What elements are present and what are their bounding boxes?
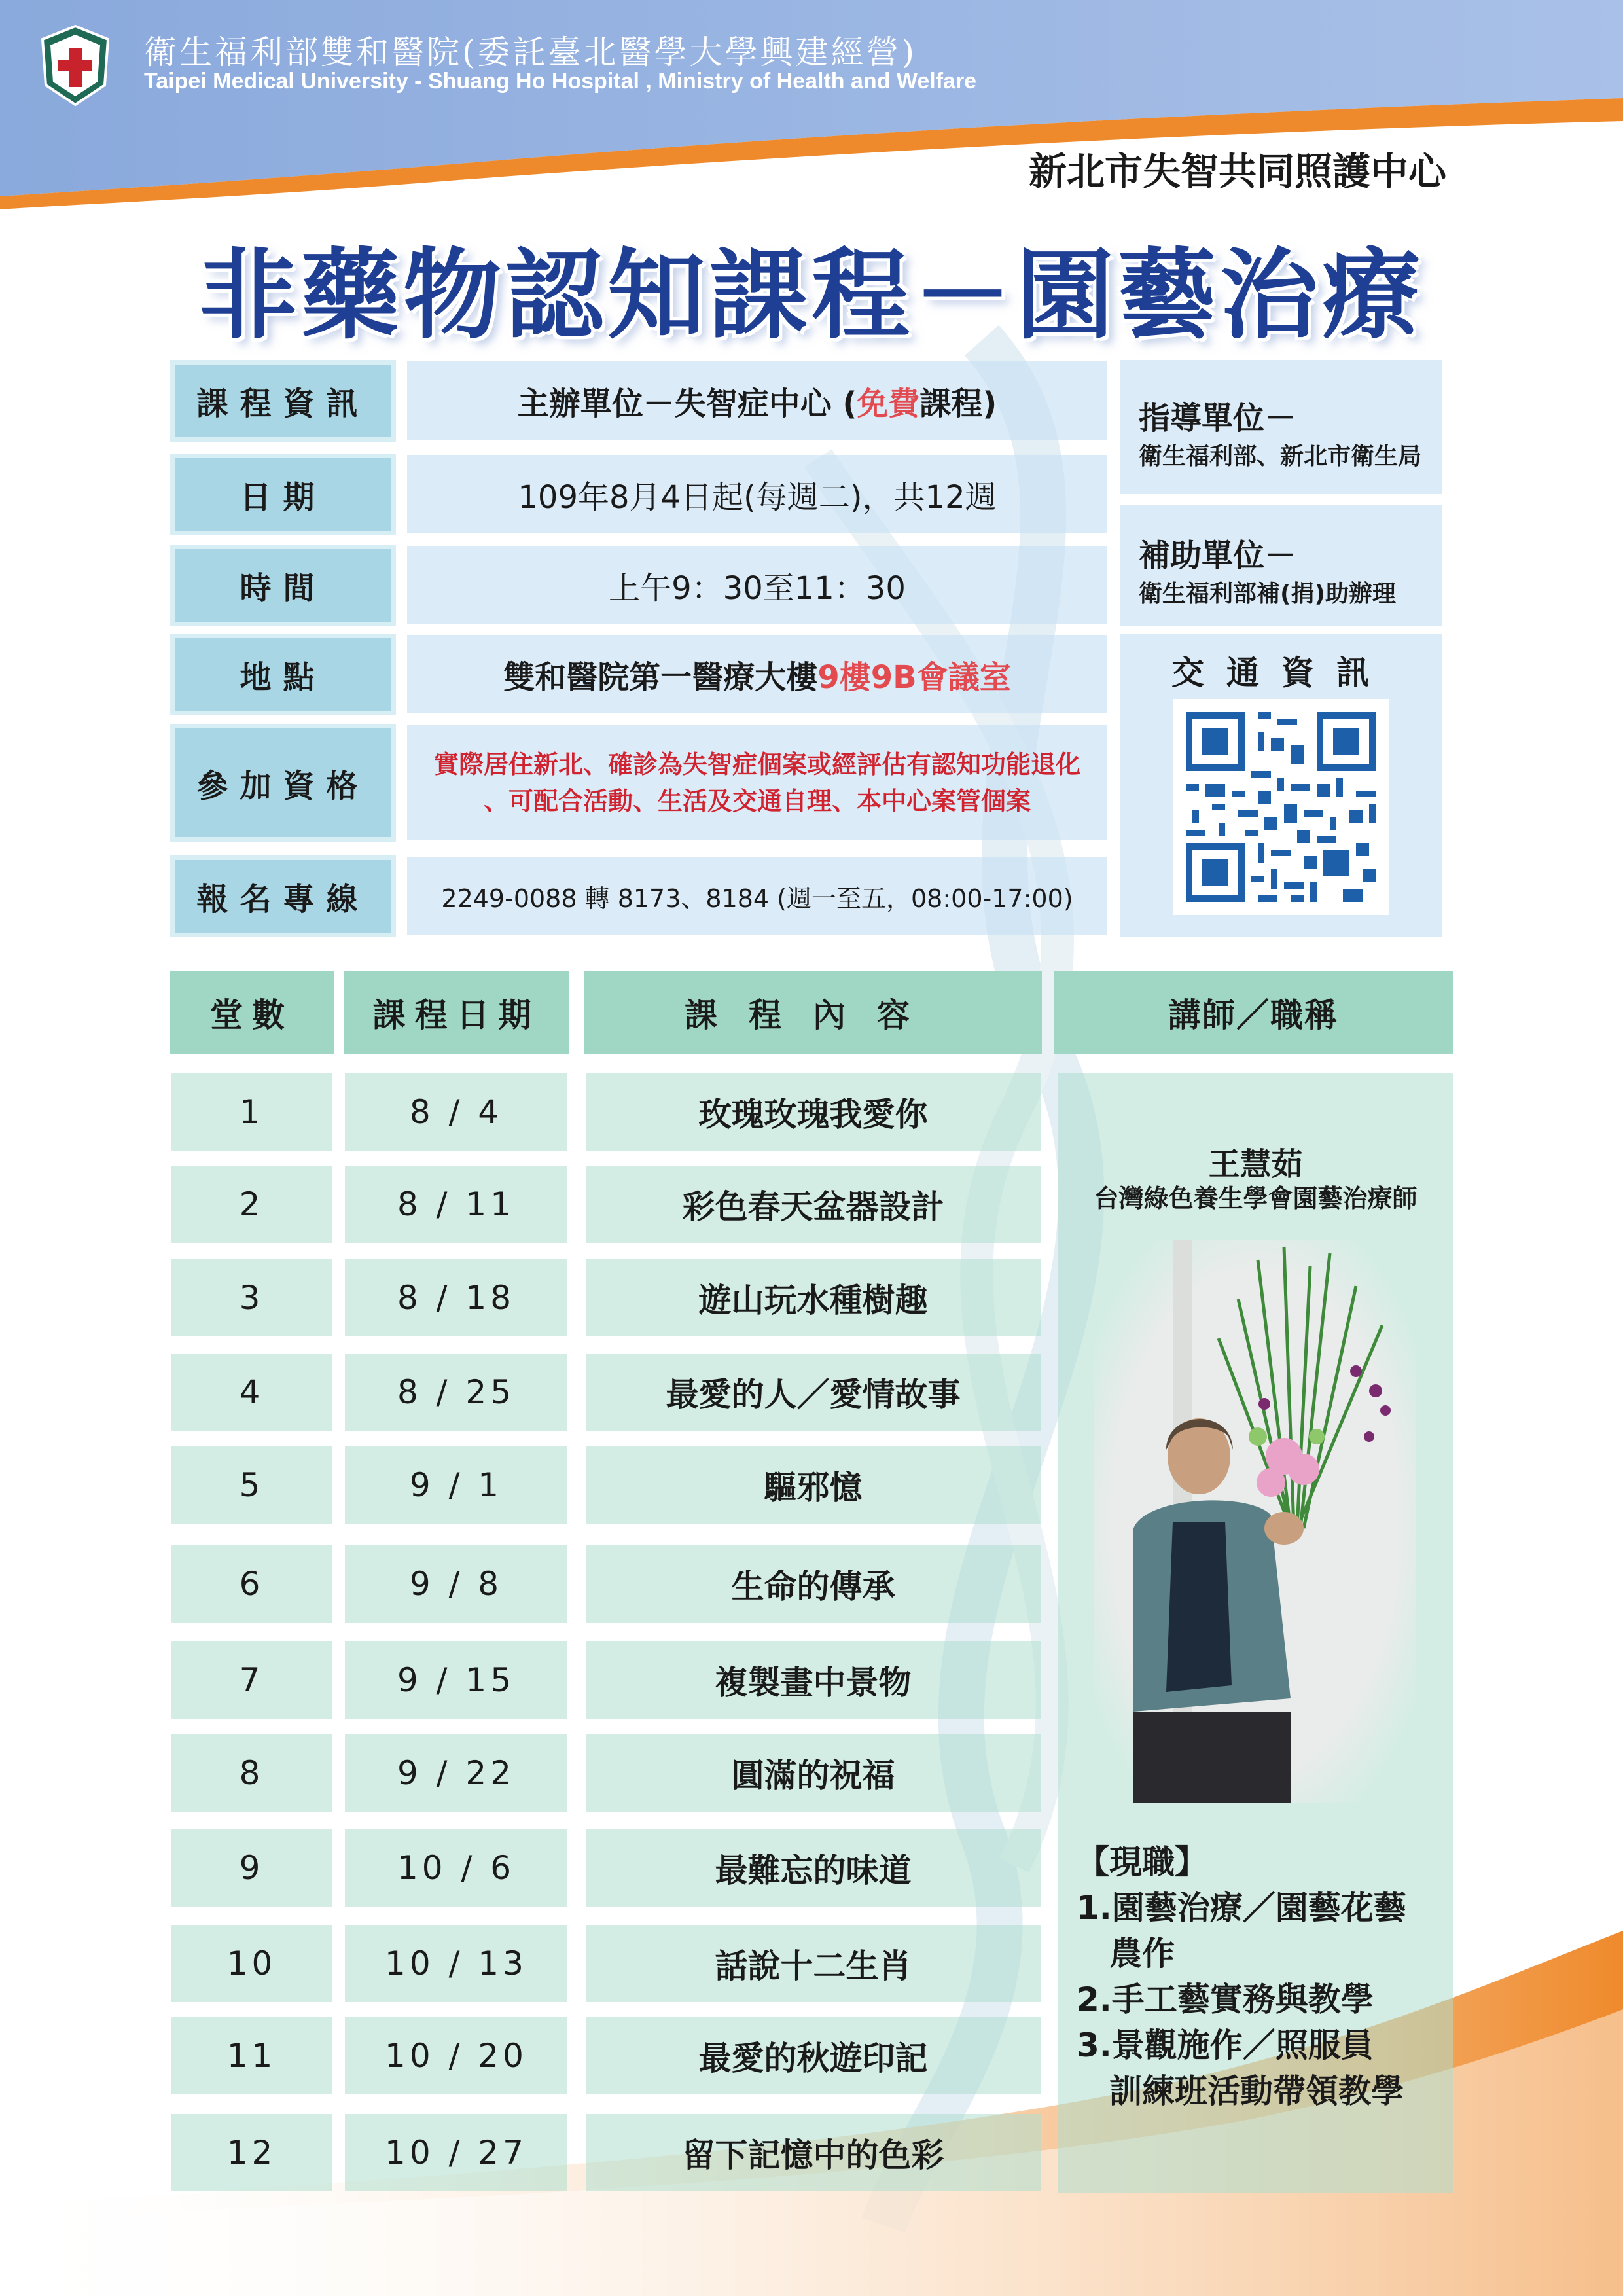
subsidy-unit-text: 衛生福利部補(捐)助辦理 xyxy=(1139,581,1396,607)
session-topic-cell: 最愛的秋遊印記 xyxy=(586,2017,1041,2094)
guide-unit-text: 衛生福利部、新北市衛生局 xyxy=(1139,443,1422,470)
info-value-course xyxy=(407,361,1107,440)
qr-code[interactable] xyxy=(1173,699,1389,915)
job-line-1: 1.園藝治療／園藝花藝 xyxy=(1077,1889,1406,1927)
col-header-instructor: 講師／職稱 xyxy=(1054,971,1453,1054)
job-heading: 【現職】 xyxy=(1077,1843,1207,1881)
col-header-topic: 課程內容 xyxy=(584,971,1042,1054)
session-date-cell: 8 / 18 xyxy=(345,1259,567,1336)
session-date-cell: 9 / 15 xyxy=(345,1641,567,1719)
session-number-cell: 12 xyxy=(171,2114,332,2191)
session-number-cell: 5 xyxy=(171,1446,332,1524)
session-date-cell: 10 / 27 xyxy=(345,2114,567,2191)
session-topic-cell: 生命的傳承 xyxy=(586,1545,1041,1623)
session-number-cell: 9 xyxy=(171,1829,332,1907)
session-date-cell: 9 / 1 xyxy=(345,1446,567,1524)
col-header-date: 課程日期 xyxy=(344,971,569,1054)
transport-box xyxy=(1120,634,1442,937)
session-topic-cell: 圓滿的祝福 xyxy=(586,1734,1041,1812)
instructor-name: 王慧茹 xyxy=(1208,1146,1303,1183)
job-line-5: 訓練班活動帶領教學 xyxy=(1077,2072,1404,2110)
job-line-4: 3.景觀施作／照服員 xyxy=(1077,2026,1374,2064)
session-date-cell: 8 / 25 xyxy=(345,1354,567,1431)
eligibility-line-2: 、可配合活動、生活及交通自理、本中心案管個案 xyxy=(483,787,1031,816)
hospital-name-zh: 衛生福利部雙和醫院(委託臺北醫學大學興建經營) xyxy=(144,33,918,71)
session-topic-cell: 驅邪憶 xyxy=(586,1446,1041,1524)
session-number-cell: 8 xyxy=(171,1734,332,1812)
hospital-logo xyxy=(36,23,115,108)
guide-unit-box xyxy=(1120,360,1442,494)
subsidy-unit-title: 補助單位－ xyxy=(1139,537,1296,574)
info-value-date: 109年8月4日起(每週二)，共12週 xyxy=(407,455,1107,533)
col-header-session: 堂數 xyxy=(170,971,334,1054)
info-label-time: 時間 xyxy=(170,545,396,626)
info-value-location xyxy=(407,635,1107,713)
page-title: 非藥物認知課程－園藝治療 xyxy=(198,239,1424,353)
session-date-cell: 9 / 22 xyxy=(345,1734,567,1812)
guide-unit-title: 指導單位－ xyxy=(1139,400,1296,437)
session-topic-cell: 最愛的人／愛情故事 xyxy=(586,1354,1041,1431)
session-date-cell: 10 / 13 xyxy=(345,1925,567,2002)
location-room: 9樓9B會議室 xyxy=(817,658,1011,696)
info-label-phone: 報名專線 xyxy=(170,855,396,937)
transport-title: 交通資訊 xyxy=(1171,654,1391,692)
info-value-time: 上午9：30至11：30 xyxy=(407,546,1107,624)
subsidy-unit-box xyxy=(1120,505,1442,626)
job-line-2: 農作 xyxy=(1077,1935,1175,1973)
organizer-suffix: 課程) xyxy=(919,385,997,422)
session-number-cell: 7 xyxy=(171,1641,332,1719)
instructor-title: 台灣綠色養生學會園藝治療師 xyxy=(1094,1184,1418,1213)
session-topic-cell: 留下記憶中的色彩 xyxy=(586,2114,1041,2191)
session-topic-cell: 彩色春天盆器設計 xyxy=(586,1166,1041,1243)
session-topic-cell: 話說十二生肖 xyxy=(586,1925,1041,2002)
session-number-cell: 10 xyxy=(171,1925,332,2002)
job-line-3: 2.手工藝實務與教學 xyxy=(1077,1981,1374,2018)
session-topic-cell: 複製畫中景物 xyxy=(586,1641,1041,1719)
session-number-cell: 4 xyxy=(171,1354,332,1431)
session-date-cell: 9 / 8 xyxy=(345,1545,567,1623)
instructor-photo xyxy=(1094,1240,1416,1803)
session-topic-cell: 遊山玩水種樹趣 xyxy=(586,1259,1041,1336)
session-number-cell: 1 xyxy=(171,1073,332,1151)
location-building: 雙和醫院第一醫療大樓 xyxy=(503,658,818,696)
info-value-phone: 2249-0088 轉 8173、8184 (週一至五，08:00-17:00) xyxy=(407,857,1107,935)
instructor-job xyxy=(1077,1839,1406,2114)
eligibility-line-1: 實際居住新北、確診為失智症個案或經評估有認知功能退化 xyxy=(433,750,1080,779)
info-label-eligibility: 參加資格 xyxy=(170,724,396,842)
info-label-location: 地點 xyxy=(170,634,396,715)
session-topic-cell: 最難忘的味道 xyxy=(586,1829,1041,1907)
session-number-cell: 11 xyxy=(171,2017,332,2094)
session-date-cell: 10 / 20 xyxy=(345,2017,567,2094)
info-label-date: 日期 xyxy=(170,454,396,535)
session-topic-cell: 玫瑰玫瑰我愛你 xyxy=(586,1073,1041,1151)
center-name: 新北市失智共同照護中心 xyxy=(1028,149,1446,194)
info-value-eligibility xyxy=(407,725,1107,840)
hospital-name-en: Taipei Medical University - Shuang Ho Hospital , Ministry of Health and Welfare xyxy=(144,69,977,94)
session-number-cell: 3 xyxy=(171,1259,332,1336)
organizer-text: 主辦單位－失智症中心 ( xyxy=(517,385,857,422)
session-date-cell: 8 / 4 xyxy=(345,1073,567,1151)
session-number-cell: 2 xyxy=(171,1166,332,1243)
free-badge-text: 免費 xyxy=(857,385,920,422)
session-number-cell: 6 xyxy=(171,1545,332,1623)
session-date-cell: 8 / 11 xyxy=(345,1166,567,1243)
info-label-course: 課程資訊 xyxy=(170,360,396,442)
session-date-cell: 10 / 6 xyxy=(345,1829,567,1907)
